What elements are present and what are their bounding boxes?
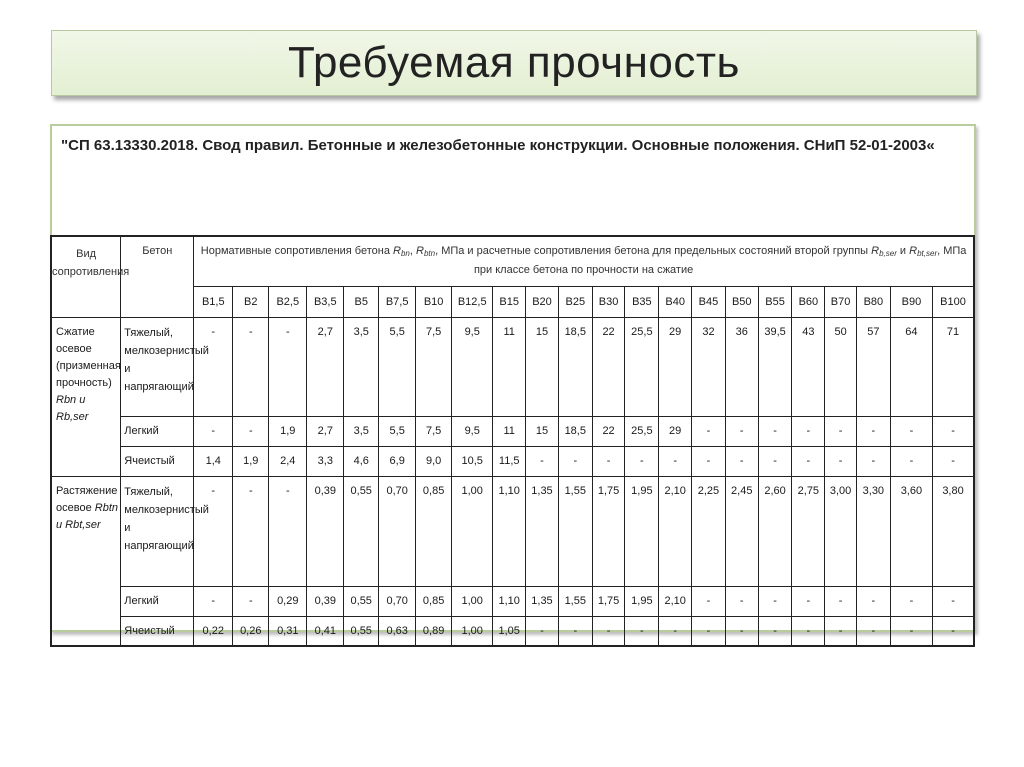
value-cell: - bbox=[933, 586, 974, 616]
value-cell: 3,80 bbox=[933, 476, 974, 586]
grade-cell: B20 bbox=[526, 286, 559, 317]
value-cell: 0,55 bbox=[344, 586, 379, 616]
value-cell: 9,0 bbox=[416, 446, 452, 476]
grade-cell: B40 bbox=[659, 286, 692, 317]
value-cell: 3,60 bbox=[890, 476, 932, 586]
value-cell: 5,5 bbox=[379, 317, 416, 416]
table-row bbox=[51, 586, 974, 616]
value-cell: 1,10 bbox=[493, 586, 526, 616]
value-cell: 57 bbox=[856, 317, 890, 416]
value-cell: - bbox=[825, 586, 857, 616]
value-cell: 3,3 bbox=[307, 446, 344, 476]
concrete-type-cell: Легкий bbox=[121, 416, 194, 446]
grade-cell: B60 bbox=[792, 286, 825, 317]
value-cell: - bbox=[558, 616, 592, 646]
value-cell: - bbox=[692, 616, 726, 646]
value-cell: 36 bbox=[725, 317, 758, 416]
grade-cell: B55 bbox=[758, 286, 792, 317]
grade-cell: B25 bbox=[558, 286, 592, 317]
value-cell: - bbox=[825, 446, 857, 476]
value-cell: 3,5 bbox=[344, 317, 379, 416]
value-cell: - bbox=[592, 616, 625, 646]
value-cell: 0,29 bbox=[269, 586, 307, 616]
value-cell: 2,25 bbox=[692, 476, 726, 586]
value-cell: 0,55 bbox=[344, 616, 379, 646]
concrete-type-cell: Тяжелый, мелкозернистый и напрягающий bbox=[121, 476, 194, 586]
value-cell: - bbox=[890, 616, 932, 646]
resistance-symbols: Rbn и Rb,ser bbox=[56, 393, 89, 423]
value-cell: - bbox=[933, 446, 974, 476]
value-cell: 2,75 bbox=[792, 476, 825, 586]
value-cell: - bbox=[592, 446, 625, 476]
resistance-kind-label: Сжатие осевое (призменная прочность) bbox=[56, 325, 121, 389]
grade-cell: B45 bbox=[692, 286, 726, 317]
grade-cell: B100 bbox=[933, 286, 974, 317]
value-cell: 0,22 bbox=[194, 616, 233, 646]
value-cell: - bbox=[825, 616, 857, 646]
value-cell: - bbox=[725, 616, 758, 646]
value-cell: - bbox=[825, 416, 857, 446]
slide-title: Требуемая прочность bbox=[288, 38, 740, 87]
value-cell: - bbox=[725, 446, 758, 476]
value-cell: 1,55 bbox=[558, 476, 592, 586]
value-cell: - bbox=[758, 586, 792, 616]
value-cell: 3,00 bbox=[825, 476, 857, 586]
value-cell: 32 bbox=[692, 317, 726, 416]
value-cell: 11,5 bbox=[493, 446, 526, 476]
value-cell: - bbox=[792, 446, 825, 476]
header-concrete: Бетон bbox=[121, 236, 194, 317]
value-cell: 2,7 bbox=[307, 416, 344, 446]
table-row bbox=[51, 476, 974, 586]
value-cell: 11 bbox=[493, 317, 526, 416]
grade-cell: B15 bbox=[493, 286, 526, 317]
value-cell: 2,60 bbox=[758, 476, 792, 586]
value-cell: - bbox=[933, 616, 974, 646]
value-cell: 3,30 bbox=[856, 476, 890, 586]
value-cell: 1,10 bbox=[493, 476, 526, 586]
value-cell: - bbox=[792, 616, 825, 646]
value-cell: 64 bbox=[890, 317, 932, 416]
value-cell: - bbox=[526, 616, 559, 646]
value-cell: 1,00 bbox=[452, 476, 493, 586]
value-cell: - bbox=[659, 616, 692, 646]
grade-cell: B90 bbox=[890, 286, 932, 317]
grade-cell: B1,5 bbox=[194, 286, 233, 317]
grade-cell: B80 bbox=[856, 286, 890, 317]
value-cell: 7,5 bbox=[416, 317, 452, 416]
value-cell: - bbox=[659, 446, 692, 476]
value-cell: 50 bbox=[825, 317, 857, 416]
concrete-type-cell: Легкий bbox=[121, 586, 194, 616]
header-main-text-3: , МПа при классе бетона по прочности на сжатие bbox=[473, 245, 967, 277]
value-cell: 18,5 bbox=[558, 317, 592, 416]
value-cell: - bbox=[233, 317, 269, 416]
table-body bbox=[51, 317, 974, 646]
value-cell: 1,9 bbox=[233, 446, 269, 476]
value-cell: 9,5 bbox=[452, 416, 493, 446]
value-cell: 1,4 bbox=[194, 446, 233, 476]
value-cell: - bbox=[856, 446, 890, 476]
grade-cell: B50 bbox=[725, 286, 758, 317]
title-banner bbox=[51, 30, 977, 96]
value-cell: 2,7 bbox=[307, 317, 344, 416]
value-cell: 1,00 bbox=[452, 616, 493, 646]
value-cell: 2,10 bbox=[659, 586, 692, 616]
header-kind: Вид сопротивления bbox=[51, 236, 121, 317]
grade-cell: B35 bbox=[625, 286, 659, 317]
value-cell: 2,10 bbox=[659, 476, 692, 586]
value-cell: - bbox=[758, 446, 792, 476]
value-cell: - bbox=[856, 586, 890, 616]
value-cell: 1,35 bbox=[526, 476, 559, 586]
value-cell: 6,9 bbox=[379, 446, 416, 476]
value-cell: - bbox=[792, 586, 825, 616]
value-cell: 0,85 bbox=[416, 586, 452, 616]
grade-cell: B7,5 bbox=[379, 286, 416, 317]
value-cell: - bbox=[233, 416, 269, 446]
value-cell: 29 bbox=[659, 416, 692, 446]
grade-cell: B30 bbox=[592, 286, 625, 317]
value-cell: - bbox=[194, 586, 233, 616]
value-cell: 2,4 bbox=[269, 446, 307, 476]
value-cell: 2,45 bbox=[725, 476, 758, 586]
resistance-symbols: Rbtn и Rbt,ser bbox=[56, 501, 119, 531]
resistance-kind-label: Растяжение осевое bbox=[56, 484, 118, 514]
value-cell: - bbox=[758, 616, 792, 646]
concrete-type-cell: Ячеистый bbox=[121, 446, 194, 476]
value-cell: - bbox=[526, 446, 559, 476]
value-cell: 22 bbox=[592, 416, 625, 446]
table-row bbox=[51, 446, 974, 476]
value-cell: 4,6 bbox=[344, 446, 379, 476]
value-cell: - bbox=[890, 586, 932, 616]
value-cell: - bbox=[558, 446, 592, 476]
value-cell: - bbox=[792, 416, 825, 446]
value-cell: - bbox=[725, 416, 758, 446]
grade-cell: B5 bbox=[344, 286, 379, 317]
value-cell: - bbox=[625, 616, 659, 646]
value-cell: - bbox=[933, 416, 974, 446]
value-cell: 1,95 bbox=[625, 476, 659, 586]
value-cell: 1,75 bbox=[592, 476, 625, 586]
value-cell: 18,5 bbox=[558, 416, 592, 446]
value-cell: 22 bbox=[592, 317, 625, 416]
value-cell: 29 bbox=[659, 317, 692, 416]
value-cell: 1,75 bbox=[592, 586, 625, 616]
value-cell: 0,39 bbox=[307, 476, 344, 586]
value-cell: 43 bbox=[792, 317, 825, 416]
value-cell: 71 bbox=[933, 317, 974, 416]
value-cell: 0,26 bbox=[233, 616, 269, 646]
value-cell: 0,55 bbox=[344, 476, 379, 586]
header-main: Нормативные сопротивления бетона $R_{bn}$, $R_{btn}$, МПа и расчетные сопротивления бетона для предельных состояний второй группы $R_{b,ser}$ и $R_{bt,ser}$, МПа при классе бетона по прочности на сжатие bbox=[194, 236, 974, 286]
value-cell: - bbox=[856, 616, 890, 646]
value-cell: 5,5 bbox=[379, 416, 416, 446]
grade-cell: B2 bbox=[233, 286, 269, 317]
value-cell: 7,5 bbox=[416, 416, 452, 446]
value-cell: - bbox=[758, 416, 792, 446]
source-caption: "СП 63.13330.2018. Свод правил. Бетонные и железобетонные конструкции. Основные положения. СНиП 52-01-2003« bbox=[61, 137, 935, 154]
value-cell: 3,5 bbox=[344, 416, 379, 446]
value-cell: 0,63 bbox=[379, 616, 416, 646]
value-cell: 1,95 bbox=[625, 586, 659, 616]
grade-cell: B2,5 bbox=[269, 286, 307, 317]
value-cell: 1,35 bbox=[526, 586, 559, 616]
value-cell: - bbox=[692, 446, 726, 476]
strength-table bbox=[50, 235, 975, 647]
value-cell: - bbox=[725, 586, 758, 616]
value-cell: - bbox=[269, 476, 307, 586]
value-cell: 15 bbox=[526, 317, 559, 416]
value-cell: 0,41 bbox=[307, 616, 344, 646]
value-cell: 10,5 bbox=[452, 446, 493, 476]
header-main-text-1: Нормативные сопротивления бетона bbox=[200, 245, 394, 258]
value-cell: 0,89 bbox=[416, 616, 452, 646]
value-cell: 0,31 bbox=[269, 616, 307, 646]
value-cell: - bbox=[692, 416, 726, 446]
concrete-type-cell: Ячеистый bbox=[121, 616, 194, 646]
value-cell: - bbox=[890, 416, 932, 446]
value-cell: 0,39 bbox=[307, 586, 344, 616]
value-cell: 25,5 bbox=[625, 317, 659, 416]
value-cell: 0,70 bbox=[379, 476, 416, 586]
value-cell: - bbox=[890, 446, 932, 476]
value-cell: 11 bbox=[493, 416, 526, 446]
value-cell: - bbox=[194, 317, 233, 416]
value-cell: 0,70 bbox=[379, 586, 416, 616]
concrete-type-cell: Тяжелый, мелкозернистый и напрягающий bbox=[121, 317, 194, 416]
grade-cell: B10 bbox=[416, 286, 452, 317]
table-row bbox=[51, 416, 974, 446]
grade-cell: B70 bbox=[825, 286, 857, 317]
value-cell: 1,9 bbox=[269, 416, 307, 446]
header-main-text-2: , МПа и расчетные сопротивления бетона для предельных состояний второй группы bbox=[435, 245, 872, 258]
table-row bbox=[51, 616, 974, 646]
value-cell: 0,85 bbox=[416, 476, 452, 586]
value-cell: 15 bbox=[526, 416, 559, 446]
value-cell: 1,00 bbox=[452, 586, 493, 616]
value-cell: 1,55 bbox=[558, 586, 592, 616]
value-cell: - bbox=[856, 416, 890, 446]
resistance-kind-cell bbox=[51, 476, 121, 646]
value-cell: 25,5 bbox=[625, 416, 659, 446]
value-cell: - bbox=[269, 317, 307, 416]
value-cell: 9,5 bbox=[452, 317, 493, 416]
value-cell: - bbox=[692, 586, 726, 616]
table-row bbox=[51, 317, 974, 416]
value-cell: 1,05 bbox=[493, 616, 526, 646]
value-cell: - bbox=[233, 586, 269, 616]
value-cell: - bbox=[233, 476, 269, 586]
grade-cell: B3,5 bbox=[307, 286, 344, 317]
value-cell: 39,5 bbox=[758, 317, 792, 416]
resistance-kind-cell bbox=[51, 317, 121, 476]
value-cell: - bbox=[194, 476, 233, 586]
value-cell: - bbox=[625, 446, 659, 476]
value-cell: - bbox=[194, 416, 233, 446]
grade-cell: B12,5 bbox=[452, 286, 493, 317]
